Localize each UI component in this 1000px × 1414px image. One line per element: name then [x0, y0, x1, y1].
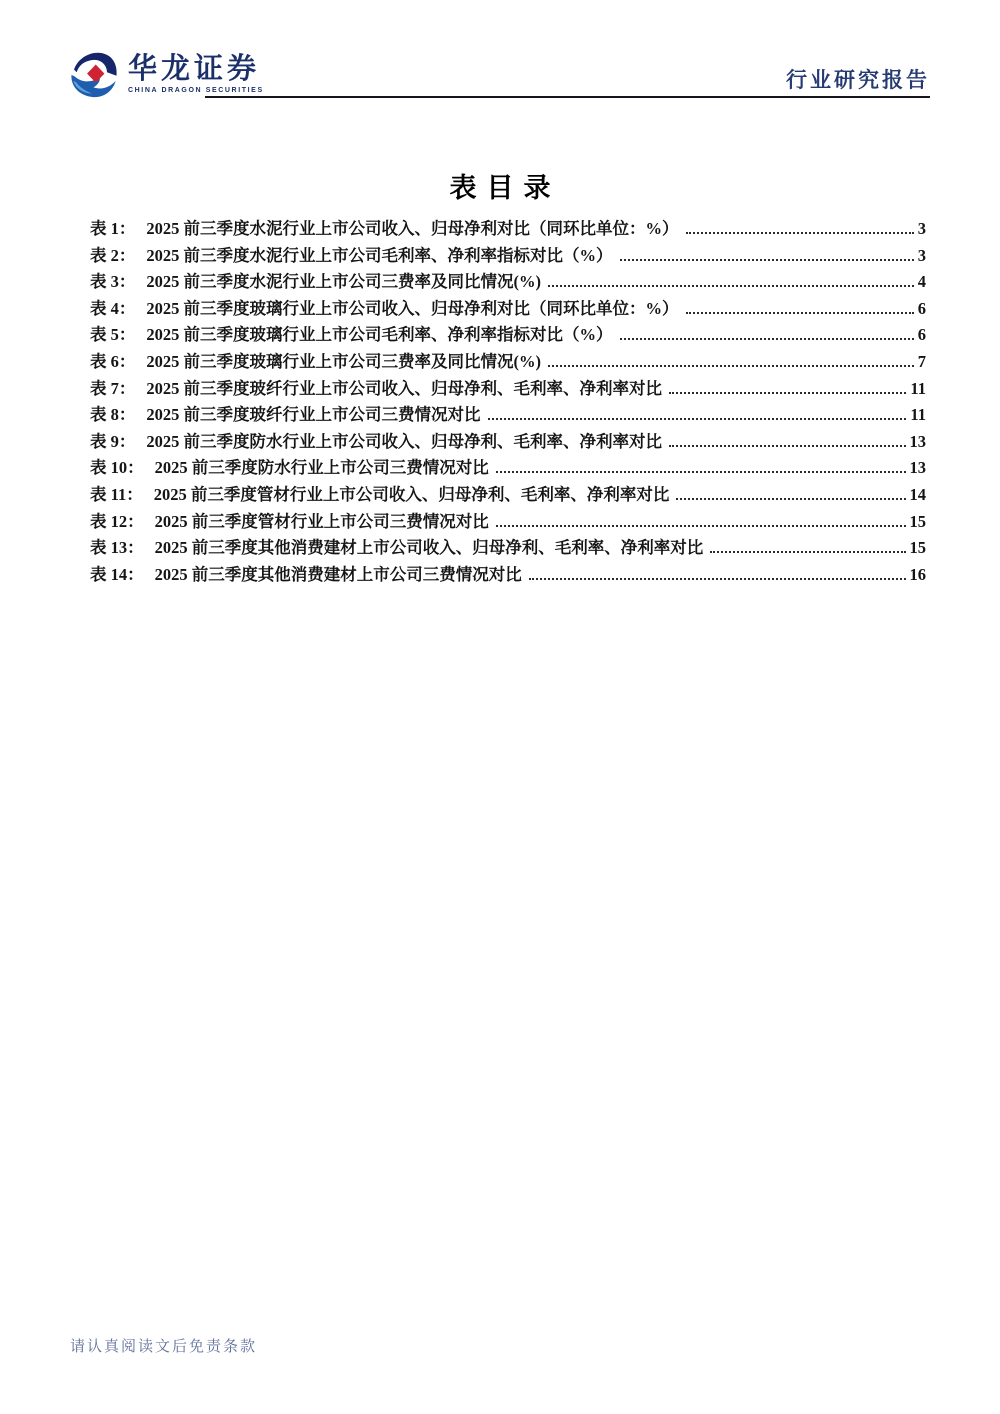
toc-entry-label: 表 13： — [90, 538, 144, 558]
toc-entry-page: 6 — [917, 325, 926, 345]
brand-name-en: CHINA DRAGON SECURITIES — [128, 86, 264, 94]
toc-entry-title: 2025 前三季度其他消费建材上市公司三费情况对比 — [154, 564, 522, 584]
toc-entry-title: 2025 前三季度水泥行业上市公司收入、归母净利对比（同环比单位：%） — [146, 219, 679, 238]
toc-entry-label: 表 2： — [90, 245, 136, 265]
toc-leader-dots — [496, 455, 906, 474]
toc-entry-title: 2025 前三季度管材行业上市公司三费情况对比 — [154, 511, 489, 531]
toc-entry-title: 2025 前三季度水泥行业上市公司毛利率、净利率指标对比（%） — [146, 245, 613, 265]
toc-entry-title: 2025 前三季度玻璃行业上市公司毛利率、净利率指标对比（%） — [146, 325, 613, 345]
toc-entry-label: 表 5： — [90, 325, 136, 345]
toc-entry[interactable] — [90, 215, 926, 242]
toc-entry-page: 15 — [909, 511, 926, 531]
toc-entry-label: 表 14： — [90, 564, 144, 584]
toc-entry[interactable] — [90, 321, 926, 348]
toc-entry-label: 表 12： — [90, 511, 144, 531]
toc-entry-title: 2025 前三季度水泥行业上市公司三费率及同比情况(%) — [146, 272, 541, 292]
toc-entry-title: 2025 前三季度防水行业上市公司收入、归母净利、毛利率、净利率对比 — [146, 431, 662, 451]
toc-leader-dots — [710, 535, 905, 554]
toc-leader-dots — [548, 348, 914, 367]
toc-leader-dots — [669, 428, 906, 447]
toc-leader-dots — [496, 508, 906, 527]
footer-disclaimer: 请认真阅读文后免责条款 — [70, 1339, 258, 1355]
toc-entry-label: 表 8： — [90, 405, 136, 425]
toc-entry-page: 11 — [910, 378, 926, 398]
toc-entry-page: 14 — [909, 484, 926, 504]
toc-leader-dots — [488, 402, 907, 421]
brand-name-cn: 华龙证券 — [128, 53, 261, 86]
toc-leader-dots — [686, 295, 914, 314]
dragon-globe-logo-icon — [68, 48, 120, 100]
toc-entry-label: 表 10： — [90, 458, 144, 478]
toc-entry-page: 16 — [909, 564, 926, 584]
toc-entry-title: 2025 前三季度玻纤行业上市公司三费情况对比 — [146, 405, 481, 425]
toc-leader-dots — [620, 242, 914, 261]
toc-leader-dots — [620, 322, 914, 341]
toc-entry-title: 2025 前三季度玻璃行业上市公司三费率及同比情况(%) — [146, 351, 541, 371]
toc-entry[interactable] — [90, 428, 926, 455]
toc-entry[interactable] — [90, 508, 926, 535]
toc-entry[interactable] — [90, 295, 926, 322]
toc-leader-dots — [686, 216, 914, 235]
toc-entry-label: 表 6： — [90, 351, 136, 371]
toc-list — [90, 215, 926, 587]
toc-leader-dots — [529, 561, 906, 580]
toc-entry-page: 3 — [917, 245, 926, 265]
toc-entry[interactable] — [90, 401, 926, 428]
toc-entry[interactable] — [90, 348, 926, 375]
toc-entry[interactable] — [90, 534, 926, 561]
toc-entry[interactable] — [90, 242, 926, 269]
toc-leader-dots — [548, 269, 914, 288]
toc-entry-label: 表 9： — [90, 431, 136, 451]
toc-entry-label: 表 1： — [90, 219, 136, 238]
toc-entry[interactable] — [90, 268, 926, 295]
toc-entry-page: 7 — [917, 351, 926, 371]
page-header — [0, 0, 1000, 120]
header-divider — [205, 96, 930, 98]
toc-entry[interactable] — [90, 375, 926, 402]
page-title: 表目录 — [449, 173, 561, 203]
toc-entry-label: 表 4： — [90, 298, 136, 318]
toc-entry-title: 2025 前三季度玻纤行业上市公司收入、归母净利、毛利率、净利率对比 — [146, 378, 662, 398]
toc-leader-dots — [669, 375, 906, 394]
report-type-label: 行业研究报告 — [786, 68, 930, 92]
toc-entry-label: 表 7： — [90, 378, 136, 398]
toc-leader-dots — [676, 481, 905, 500]
toc-entry[interactable] — [90, 454, 926, 481]
toc-entry[interactable] — [90, 481, 926, 508]
toc-entry-page: 6 — [917, 298, 926, 318]
toc-entry-title: 2025 前三季度管材行业上市公司收入、归母净利、毛利率、净利率对比 — [153, 484, 670, 504]
toc-entry-page: 15 — [909, 538, 926, 558]
company-logo — [68, 48, 264, 100]
toc-entry-page: 13 — [909, 431, 926, 451]
toc-entry-title: 2025 前三季度玻璃行业上市公司收入、归母净利对比（同环比单位：%） — [146, 298, 679, 318]
toc-entry-label: 表 3： — [90, 272, 136, 292]
toc-entry-title: 2025 前三季度防水行业上市公司三费情况对比 — [154, 458, 489, 478]
toc-entry-page: 3 — [917, 219, 926, 238]
logo-wordmark — [128, 54, 264, 93]
toc-entry-title: 2025 前三季度其他消费建材上市公司收入、归母净利、毛利率、净利率对比 — [154, 538, 704, 558]
toc-entry[interactable] — [90, 561, 926, 588]
toc-entry-label: 表 11： — [90, 484, 143, 504]
toc-entry-page: 11 — [910, 405, 926, 425]
toc-entry-page: 4 — [917, 272, 926, 292]
toc-entry-page: 13 — [909, 458, 926, 478]
